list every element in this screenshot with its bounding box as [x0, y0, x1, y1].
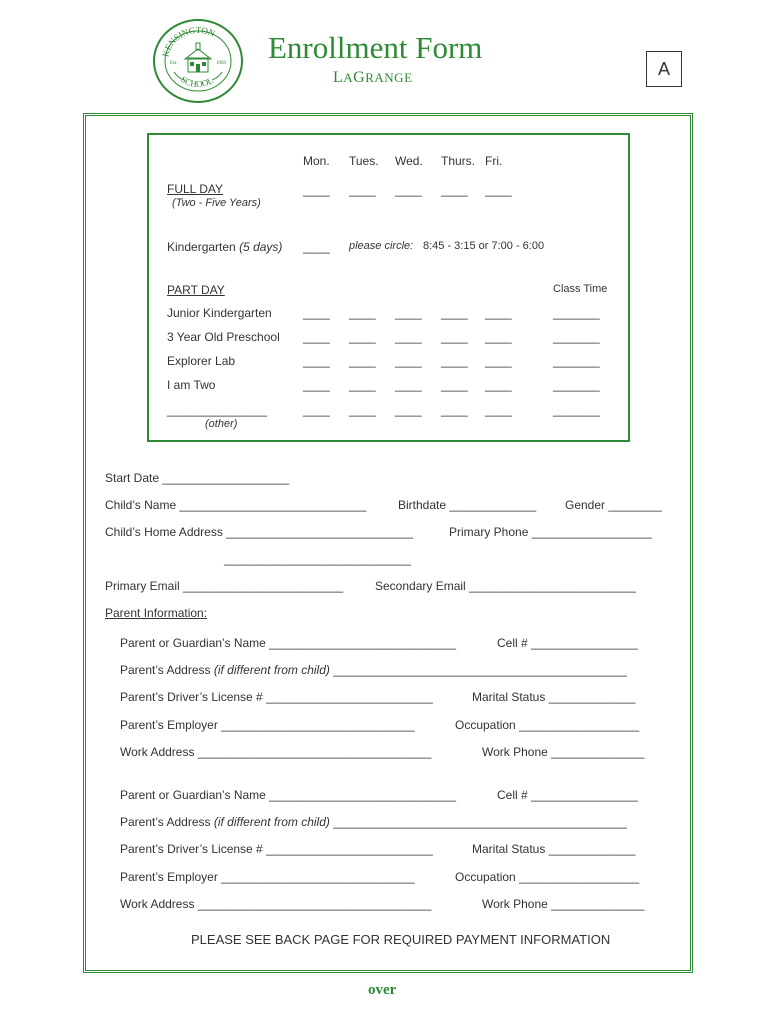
parent-address-label: Parent’s Address: [120, 663, 214, 677]
program-blank-fri[interactable]: ____: [485, 354, 512, 368]
program-blank-mon[interactable]: ____: [303, 330, 330, 344]
secondary-email-field[interactable]: Secondary Email _________________________: [375, 579, 636, 593]
program-label[interactable]: _______________: [167, 403, 268, 417]
primary-email-field[interactable]: Primary Email ________________________: [105, 579, 344, 593]
work-phone-field[interactable]: Work Phone ______________: [482, 897, 645, 911]
program-blank-fri[interactable]: ____: [485, 403, 512, 417]
program-blank-wed[interactable]: ____: [395, 403, 422, 417]
program-blank-tue[interactable]: ____: [349, 403, 376, 417]
work-phone-field[interactable]: Work Phone ______________: [482, 745, 645, 759]
parent-address-blank[interactable]: ____________________________________________: [329, 663, 627, 677]
program-blank-fri[interactable]: ____: [485, 378, 512, 392]
kindergarten-label: Kindergarten (5 days): [167, 240, 283, 254]
program-class-time-blank[interactable]: _______: [553, 378, 600, 392]
form-letter-box: A: [646, 51, 682, 87]
program-blank-thu[interactable]: ____: [441, 378, 468, 392]
kindergarten-blank[interactable]: ____: [303, 240, 330, 254]
program-blank-thu[interactable]: ____: [441, 354, 468, 368]
guardian-name-field[interactable]: Parent or Guardian’s Name ____________________________: [120, 636, 457, 650]
parent-address-field[interactable]: [120, 663, 627, 677]
program-class-time-blank[interactable]: _______: [553, 306, 600, 320]
circle-prompt: please circle:: [349, 240, 414, 252]
program-blank-fri[interactable]: ____: [485, 306, 512, 320]
program-blank-tue[interactable]: ____: [349, 330, 376, 344]
full-day-blank-mon[interactable]: ____: [303, 183, 330, 197]
gender-field[interactable]: Gender ________: [565, 498, 662, 512]
program-blank-thu[interactable]: ____: [441, 330, 468, 344]
day-header-tue: Tues.: [349, 154, 379, 168]
program-blank-wed[interactable]: ____: [395, 378, 422, 392]
day-header-wed: Wed.: [395, 154, 423, 168]
payment-notice: PLEASE SEE BACK PAGE FOR REQUIRED PAYMENT INFORMATION: [191, 932, 611, 947]
page-title: Enrollment Form: [268, 30, 483, 65]
parent-address-label: Parent’s Address: [120, 815, 214, 829]
home-address-field[interactable]: Child’s Home Address ____________________________: [105, 525, 414, 539]
start-date-field[interactable]: Start Date ___________________: [105, 471, 290, 485]
cell-field[interactable]: Cell # ________________: [497, 788, 638, 802]
program-blank-wed[interactable]: ____: [395, 354, 422, 368]
over-label: over: [368, 982, 397, 998]
program-label: I am Two: [167, 378, 216, 392]
primary-phone-field[interactable]: Primary Phone __________________: [449, 525, 652, 539]
program-blank-tue[interactable]: ____: [349, 306, 376, 320]
svg-text:Est.: Est.: [170, 61, 178, 66]
program-blank-mon[interactable]: ____: [303, 403, 330, 417]
cell-field[interactable]: Cell # ________________: [497, 636, 638, 650]
guardian-name-field[interactable]: Parent or Guardian’s Name ____________________________: [120, 788, 457, 802]
marital-status-field[interactable]: Marital Status _____________: [472, 842, 636, 856]
parent-address-note: (if different from child): [213, 663, 330, 677]
program-blank-tue[interactable]: ____: [349, 354, 376, 368]
svg-text:1969: 1969: [216, 61, 226, 66]
parent-information-heading: Parent Information:: [105, 606, 208, 620]
program-blank-wed[interactable]: ____: [395, 306, 422, 320]
full-day-note: (Two - Five Years): [172, 197, 261, 209]
day-header-mon: Mon.: [303, 154, 330, 168]
employer-field[interactable]: Parent’s Employer _____________________________: [120, 870, 415, 884]
license-field[interactable]: Parent’s Driver’s License # _________________________: [120, 690, 433, 704]
part-day-label: PART DAY: [167, 283, 225, 297]
full-day-blank-thu[interactable]: ____: [441, 183, 468, 197]
program-class-time-blank[interactable]: _______: [553, 354, 600, 368]
occupation-field[interactable]: Occupation __________________: [455, 718, 640, 732]
other-note: (other): [205, 418, 238, 430]
day-header-fri: Fri.: [485, 154, 503, 168]
program-blank-mon[interactable]: ____: [303, 354, 330, 368]
program-blank-thu[interactable]: ____: [441, 306, 468, 320]
parent-address-field[interactable]: [120, 815, 627, 829]
license-field[interactable]: Parent’s Driver’s License # _________________________: [120, 842, 433, 856]
work-address-field[interactable]: Work Address ___________________________________: [120, 897, 432, 911]
employer-field[interactable]: Parent’s Employer _____________________________: [120, 718, 415, 732]
page-subtitle: LAGRANGE: [333, 69, 413, 86]
full-day-blank-wed[interactable]: ____: [395, 183, 422, 197]
day-header-thu: Thurs.: [441, 154, 476, 168]
program-blank-tue[interactable]: ____: [349, 378, 376, 392]
parent-address-note: (if different from child): [213, 815, 330, 829]
full-day-blank-fri[interactable]: ____: [485, 183, 512, 197]
marital-status-field[interactable]: Marital Status _____________: [472, 690, 636, 704]
circle-options[interactable]: 8:45 - 3:15 or 7:00 - 6:00: [423, 240, 545, 252]
full-day-label: FULL DAY: [167, 182, 224, 196]
program-label: Junior Kindergarten: [167, 306, 272, 320]
program-blank-thu[interactable]: ____: [441, 403, 468, 417]
school-seal-logo: [152, 18, 244, 104]
class-time-header: Class Time: [553, 283, 608, 295]
parent-address-blank[interactable]: ____________________________________________: [329, 815, 627, 829]
program-blank-mon[interactable]: ____: [303, 378, 330, 392]
program-label: 3 Year Old Preschool: [167, 330, 280, 344]
program-class-time-blank[interactable]: _______: [553, 330, 600, 344]
birthdate-field[interactable]: Birthdate _____________: [398, 498, 537, 512]
program-label: Explorer Lab: [167, 354, 236, 368]
home-address-line2[interactable]: ____________________________: [224, 552, 411, 566]
occupation-field[interactable]: Occupation __________________: [455, 870, 640, 884]
program-blank-fri[interactable]: ____: [485, 330, 512, 344]
program-blank-wed[interactable]: ____: [395, 330, 422, 344]
program-class-time-blank[interactable]: _______: [553, 403, 600, 417]
full-day-blank-tue[interactable]: ____: [349, 183, 376, 197]
svg-text:SCHOOL: SCHOOL: [178, 74, 215, 90]
childs-name-field[interactable]: Child’s Name ____________________________: [105, 498, 367, 512]
svg-text:KENSINGTON: KENSINGTON: [160, 24, 217, 58]
program-blank-mon[interactable]: ____: [303, 306, 330, 320]
work-address-field[interactable]: Work Address ___________________________________: [120, 745, 432, 759]
